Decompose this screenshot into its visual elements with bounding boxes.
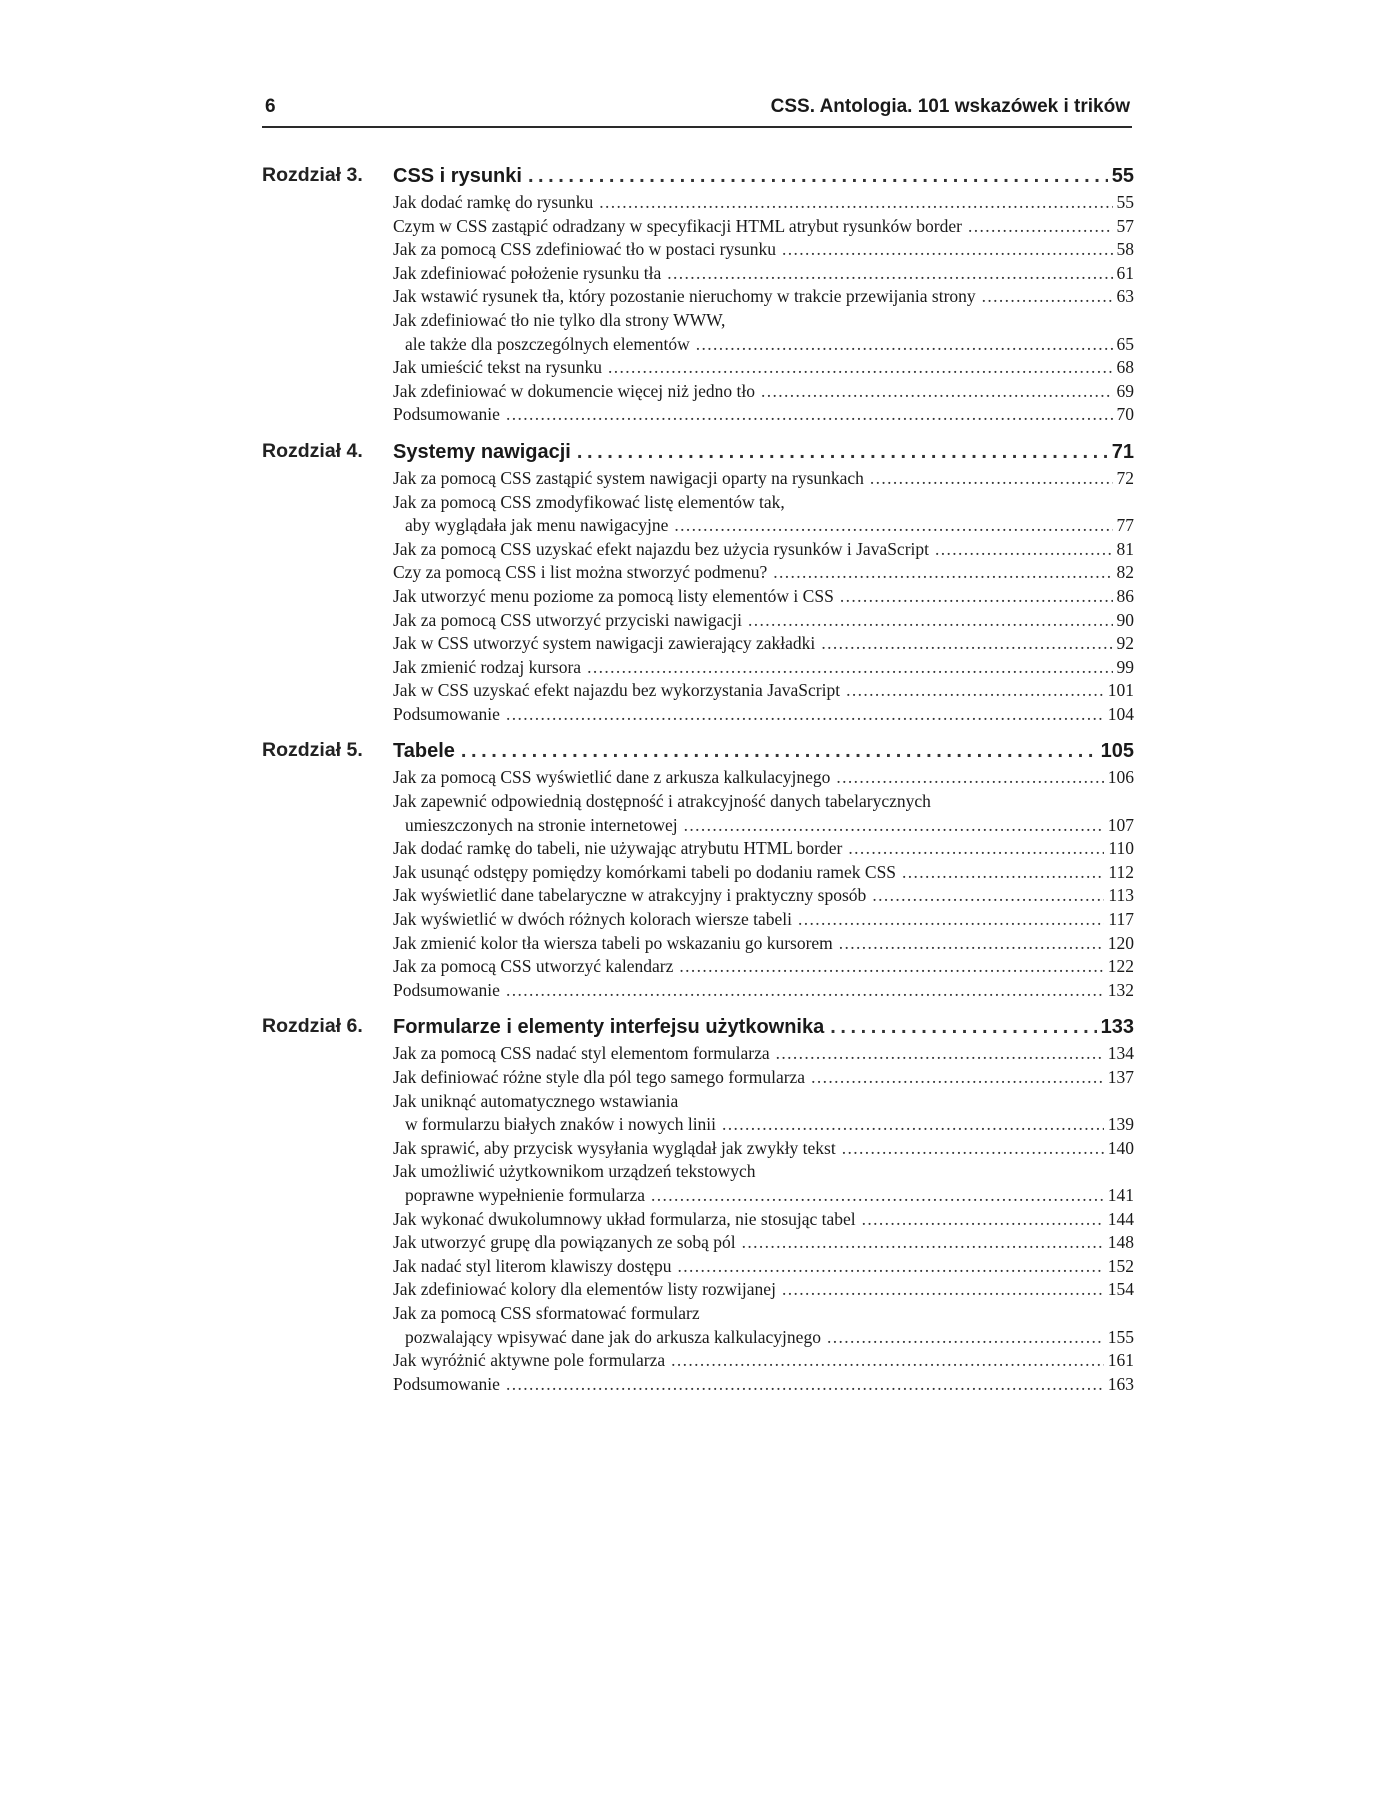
toc-entry-page-number: 144: [1107, 1208, 1134, 1229]
dot-leader: [902, 861, 1104, 885]
chapter-title: Tabele: [393, 740, 455, 763]
chapter-title: Formularze i elementy interfejsu użytkownika: [393, 1016, 825, 1039]
toc-entry-page-number: 137: [1107, 1067, 1134, 1087]
chapter-section: [262, 162, 1134, 427]
toc-entry-title: Jak wyróżnić aktywne pole formularza: [393, 1350, 666, 1371]
toc-entry[interactable]: [393, 514, 1134, 538]
dot-leader: [577, 438, 1108, 467]
dot-leader: [684, 814, 1104, 838]
toc-entry-title: Jak za pomocą CSS zdefiniować tło w postaci rysunku: [393, 239, 776, 260]
toc-entry[interactable]: [393, 333, 1134, 357]
dot-leader: [846, 679, 1104, 703]
toc-entry[interactable]: [393, 703, 1134, 727]
dot-leader: [830, 1013, 1096, 1042]
page-header: [262, 96, 1132, 128]
toc-entry-first-line: Jak za pomocą CSS zmodyfikować listę elementów tak,: [393, 491, 785, 512]
toc-entry-title: Jak wyświetlić w dwóch różnych kolorach wiersze tabeli: [393, 909, 792, 930]
toc-entry-title: Jak zdefiniować kolory dla elementów listy rozwijanej: [393, 1279, 776, 1300]
toc-entry-title: Podsumowanie: [393, 404, 500, 425]
dot-leader: [870, 467, 1113, 491]
toc-entry-page-number: 77: [1116, 515, 1134, 536]
toc-entry-title: Jak za pomocą CSS utworzyć przyciski nawigacji: [393, 609, 742, 630]
toc-entry-page-number: 120: [1107, 932, 1134, 953]
toc-entry[interactable]: [393, 403, 1134, 427]
toc-entry[interactable]: [393, 191, 1134, 215]
toc-entry-page-number: 112: [1108, 861, 1134, 882]
toc-entry[interactable]: [393, 609, 1134, 633]
chapter-body: [393, 737, 1134, 1002]
toc-entry-title: Jak umieścić tekst na rysunku: [393, 357, 602, 378]
chapter-page-number: 55: [1111, 165, 1134, 187]
dot-leader: [671, 1349, 1104, 1373]
dot-leader: [872, 884, 1104, 908]
chapter-title: CSS i rysunki: [393, 165, 522, 187]
dot-leader: [696, 333, 1113, 357]
dot-leader: [742, 1231, 1104, 1255]
dot-leader: [840, 585, 1113, 609]
toc-entry-title: Jak w CSS uzyskać efekt najazdu bez wykorzystania JavaScript: [393, 680, 841, 701]
dot-leader: [811, 1066, 1104, 1090]
dot-leader: [821, 632, 1112, 656]
dot-leader: [528, 162, 1108, 191]
toc-entry-title: Jak za pomocą CSS wyświetlić dane z arkusza kalkulacyjnego: [393, 767, 831, 788]
dot-leader: [782, 238, 1113, 262]
toc-entry-page-number: 90: [1116, 609, 1134, 630]
chapter-label: Rozdział 4.: [262, 439, 363, 462]
toc-entry-first-line: Jak umożliwić użytkownikom urządzeń tekstowych: [393, 1161, 756, 1182]
toc-entry[interactable]: [393, 538, 1134, 562]
toc-entry-title: Jak w CSS utworzyć system nawigacji zawierający zakładki: [393, 633, 816, 654]
toc-entry[interactable]: [393, 380, 1134, 404]
toc-entry[interactable]: [393, 1278, 1134, 1302]
dot-leader: [506, 1373, 1104, 1397]
toc-entry-page-number: 152: [1107, 1255, 1134, 1276]
chapter-section: [262, 1013, 1134, 1396]
toc-entry-title: pozwalający wpisywać dane jak do arkusza kalkulacyjnego: [405, 1326, 821, 1347]
toc-entry[interactable]: [393, 238, 1134, 262]
toc-entry[interactable]: [393, 1208, 1134, 1232]
toc-entry-page-number: 117: [1108, 909, 1134, 930]
toc-entry-title: Jak definiować różne style dla pól tego samego formularza: [393, 1067, 806, 1087]
toc-entry-page-number: 61: [1116, 262, 1134, 283]
toc-entry-page-number: 148: [1107, 1232, 1134, 1253]
chapter-title-row[interactable]: [393, 737, 1134, 766]
chapter-title-row[interactable]: [393, 1013, 1134, 1042]
dot-leader: [827, 1326, 1104, 1350]
chapter-page-number: 105: [1100, 740, 1134, 763]
toc-entry[interactable]: [393, 1184, 1134, 1208]
toc-entry-first-line: Jak zdefiniować tło nie tylko dla strony WWW,: [393, 309, 726, 330]
chapter-body: [393, 1013, 1134, 1396]
toc-entry-title: Jak za pomocą CSS utworzyć kalendarz: [393, 956, 674, 977]
chapter-section: [262, 438, 1134, 727]
toc-entry-title: Jak wstawić rysunek tła, który pozostanie nieruchomy w trakcie przewijania strony: [393, 286, 976, 307]
toc-entry-page-number: 134: [1107, 1043, 1134, 1064]
toc-entry-page-number: 57: [1116, 215, 1134, 236]
toc-entry[interactable]: [393, 861, 1134, 885]
toc-entry[interactable]: [393, 1349, 1134, 1373]
toc-entry-page-number: 122: [1107, 956, 1134, 977]
toc-entry-page-number: 82: [1116, 562, 1134, 583]
chapter-label: Rozdział 5.: [262, 739, 363, 762]
toc-entry-title: Jak za pomocą CSS nadać styl elementom formularza: [393, 1043, 770, 1064]
toc-entry[interactable]: [393, 679, 1134, 703]
toc-entry[interactable]: [393, 1042, 1134, 1066]
dot-leader: [667, 262, 1112, 286]
toc-entry[interactable]: [393, 1373, 1134, 1397]
toc-entry-page-number: 154: [1107, 1279, 1134, 1300]
toc-entry-title: Czym w CSS zastąpić odradzany w specyfikacji HTML atrybut rysunków border: [393, 215, 962, 236]
dot-leader: [968, 215, 1113, 239]
toc-entry-page-number: 113: [1108, 885, 1134, 906]
toc-entry-title: Jak usunąć odstępy pomiędzy komórkami tabeli po dodaniu ramek CSS: [393, 861, 897, 882]
toc-entry-page-number: 161: [1107, 1350, 1134, 1371]
toc-entry-page-number: 155: [1107, 1326, 1134, 1347]
dot-leader: [461, 737, 1097, 766]
toc-entry[interactable]: [393, 908, 1134, 932]
chapter-title-row[interactable]: [393, 162, 1134, 191]
toc-entry-page-number: 132: [1107, 979, 1134, 1000]
dot-leader: [935, 538, 1112, 562]
dot-leader: [599, 191, 1112, 215]
toc-entry-first-line: Jak zapewnić odpowiednią dostępność i atrakcyjność danych tabelarycznych: [393, 791, 931, 812]
toc-entry[interactable]: [393, 1066, 1134, 1090]
toc-entry-title: Jak za pomocą CSS uzyskać efekt najazdu bez użycia rysunków i JavaScript: [393, 538, 930, 559]
toc-entry[interactable]: [393, 1326, 1134, 1350]
toc-entry[interactable]: [393, 1255, 1134, 1279]
toc-entry[interactable]: [393, 766, 1134, 790]
toc-entry-page-number: 106: [1107, 767, 1134, 788]
toc-entry[interactable]: [393, 1113, 1134, 1137]
dot-leader: [748, 609, 1113, 633]
toc-entry-title: Jak utworzyć menu poziome za pomocą listy elementów i CSS: [393, 585, 834, 606]
toc-entry-page-number: 81: [1116, 538, 1134, 559]
toc-entry-page-number: 69: [1116, 380, 1134, 401]
toc-entry[interactable]: [393, 837, 1134, 861]
running-title: CSS. Antologia. 101 wskazówek i trików: [770, 96, 1130, 117]
dot-leader: [862, 1208, 1104, 1232]
toc-entry-title: Podsumowanie: [393, 703, 500, 724]
toc-entry-title: Jak utworzyć grupę dla powiązanych ze sobą pól: [393, 1232, 736, 1253]
toc-entry-title: Jak nadać styl literom klawiszy dostępu: [393, 1255, 672, 1276]
toc-entry-title: Jak wykonać dwukolumnowy układ formularza, nie stosując tabel: [393, 1208, 856, 1229]
toc-entry-first-line: Jak uniknąć automatycznego wstawiania: [393, 1090, 679, 1111]
toc-entry[interactable]: [393, 1137, 1134, 1161]
toc-entry-title: Jak zdefiniować w dokumencie więcej niż jedno tło: [393, 380, 756, 401]
chapter-title-row[interactable]: [393, 438, 1134, 467]
dot-leader: [677, 1255, 1103, 1279]
dot-leader: [679, 955, 1103, 979]
dot-leader: [506, 403, 1113, 427]
chapter-label: Rozdział 3.: [262, 164, 363, 186]
toc-entry-title: Jak zmienić rodzaj kursora: [393, 656, 582, 677]
toc-entry[interactable]: [393, 632, 1134, 656]
toc-entry-title: Podsumowanie: [393, 1373, 500, 1394]
toc-entry-page-number: 63: [1116, 286, 1134, 307]
dot-leader: [506, 979, 1104, 1003]
toc-entry-page-number: 104: [1107, 703, 1134, 724]
toc-entry-title: Jak wyświetlić dane tabelaryczne w atrakcyjny i praktyczny sposób: [393, 885, 867, 906]
chapter-label: Rozdział 6.: [262, 1015, 363, 1038]
chapter-title: Systemy nawigacji: [393, 440, 571, 463]
toc-entry-title: Jak sprawić, aby przycisk wysyłania wyglądał jak zwykły tekst: [393, 1137, 836, 1158]
toc-entry-title: Jak dodać ramkę do tabeli, nie używając atrybutu HTML border: [393, 838, 843, 859]
chapter-body: [393, 162, 1134, 427]
toc-entry-page-number: 72: [1116, 467, 1134, 488]
toc-entry-title: poprawne wypełnienie formularza: [405, 1184, 646, 1205]
chapter-body: [393, 438, 1134, 727]
toc-entry-title: aby wyglądała jak menu nawigacyjne: [405, 515, 669, 536]
toc-entry[interactable]: [393, 215, 1134, 239]
toc-entry-page-number: 65: [1116, 333, 1134, 354]
toc-entry-page-number: 101: [1107, 680, 1134, 701]
toc-entry-title: Jak za pomocą CSS zastąpić system nawigacji oparty na rysunkach: [393, 467, 864, 488]
toc-entry-title: Czy za pomocą CSS i list można stworzyć podmenu?: [393, 562, 768, 583]
dot-leader: [848, 837, 1104, 861]
chapter-page-number: 71: [1111, 440, 1134, 463]
toc-entry[interactable]: [393, 356, 1134, 380]
toc-entry-page-number: 141: [1107, 1184, 1134, 1205]
toc-entry-page-number: 70: [1116, 404, 1134, 425]
dot-leader: [836, 766, 1103, 790]
dot-leader: [842, 1137, 1104, 1161]
dot-leader: [608, 356, 1113, 380]
toc-entry-page-number: 92: [1116, 633, 1134, 654]
toc-entry-page-number: 139: [1107, 1114, 1134, 1135]
toc-entry[interactable]: [393, 656, 1134, 680]
toc-entry-page-number: 68: [1116, 357, 1134, 378]
chapter-page-number: 133: [1100, 1016, 1134, 1039]
toc-entry-title: Jak zdefiniować położenie rysunku tła: [393, 262, 662, 283]
toc-entry-title: Podsumowanie: [393, 979, 500, 1000]
dot-leader: [776, 1042, 1104, 1066]
page-number: 6: [265, 96, 276, 117]
toc-entry-title: Jak dodać ramkę do rysunku: [393, 192, 594, 212]
dot-leader: [982, 285, 1113, 309]
dot-leader: [587, 656, 1112, 680]
toc-entry-page-number: 163: [1107, 1373, 1134, 1394]
dot-leader: [798, 908, 1104, 932]
toc-entry[interactable]: [393, 979, 1134, 1003]
dot-leader: [674, 514, 1112, 538]
toc-entry-page-number: 99: [1116, 656, 1134, 677]
toc-entry[interactable]: [393, 932, 1134, 956]
dot-leader: [651, 1184, 1104, 1208]
toc-entry[interactable]: [393, 884, 1134, 908]
dot-leader: [839, 932, 1104, 956]
toc-entry-title: w formularzu białych znaków i nowych linii: [405, 1114, 717, 1135]
dot-leader: [782, 1278, 1104, 1302]
toc-entry[interactable]: [393, 585, 1134, 609]
toc-entry[interactable]: [393, 1231, 1134, 1255]
toc-entry-page-number: 58: [1116, 239, 1134, 260]
chapter-section: [262, 737, 1134, 1002]
toc-entry[interactable]: [393, 262, 1134, 286]
toc-entry-page-number: 55: [1116, 192, 1134, 212]
toc-entry-page-number: 107: [1107, 814, 1134, 835]
dot-leader: [773, 561, 1112, 585]
dot-leader: [506, 703, 1104, 727]
toc-entry-title: ale także dla poszczególnych elementów: [405, 333, 690, 354]
toc-entry[interactable]: [393, 561, 1134, 585]
toc-entry[interactable]: [393, 814, 1134, 838]
toc-entry-first-line: Jak za pomocą CSS sformatować formularz: [393, 1302, 700, 1323]
dot-leader: [761, 380, 1112, 404]
table-of-contents: [262, 162, 1134, 1407]
toc-entry[interactable]: [393, 285, 1134, 309]
toc-entry-page-number: 86: [1116, 585, 1134, 606]
toc-entry[interactable]: [393, 955, 1134, 979]
dot-leader: [722, 1113, 1104, 1137]
toc-entry-title: umieszczonych na stronie internetowej: [405, 814, 678, 835]
toc-entry-page-number: 140: [1107, 1137, 1134, 1158]
toc-entry-page-number: 110: [1108, 838, 1134, 859]
toc-entry-title: Jak zmienić kolor tła wiersza tabeli po wskazaniu go kursorem: [393, 932, 833, 953]
toc-entry[interactable]: [393, 467, 1134, 491]
